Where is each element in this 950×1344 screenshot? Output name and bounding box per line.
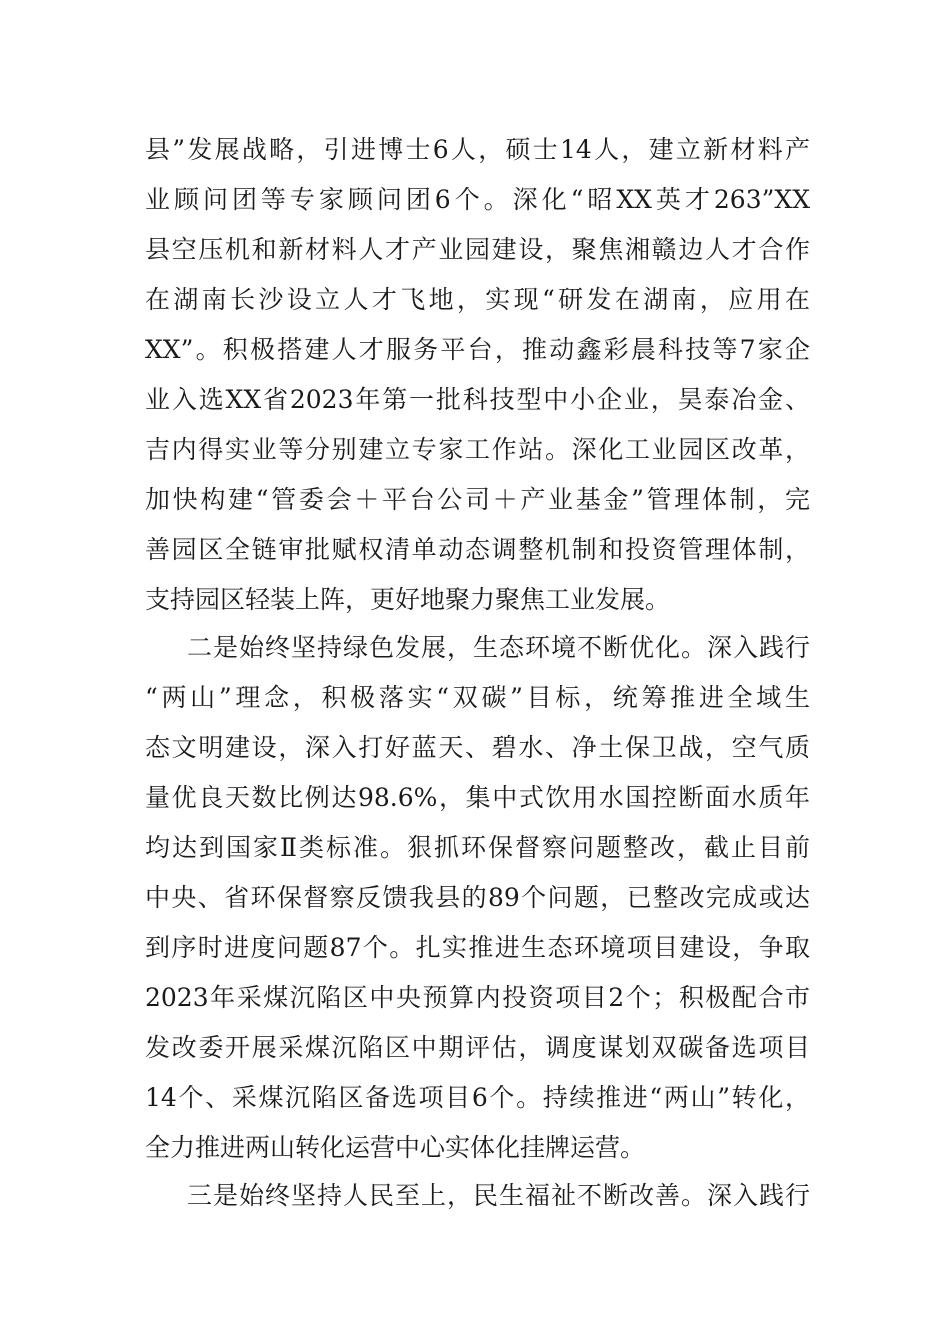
paragraph-first-line: 二是始终坚持绿色发展，生态环境不断优化。深入践行 (187, 633, 810, 662)
text-line: 14个、采煤沉陷区备选项目6个。持续推进“两山”转化， (145, 1083, 810, 1112)
text-line: 县”发展战略，引进博士6人，硕士14人，建立新材料产 (145, 135, 810, 164)
text-line: 县空压机和新材料人才产业园建设，聚焦湘赣边人才合作 (145, 235, 810, 264)
text-line: 支持园区轻装上阵，更好地聚力聚焦工业发展。 (145, 585, 671, 614)
text-line: 加快构建“管委会＋平台公司＋产业基金”管理体制，完 (145, 485, 810, 514)
text-line: 在湖南长沙设立人才飞地，实现“研发在湖南，应用在 (145, 285, 810, 314)
text-line: 发改委开展采煤沉陷区中期评估，调度谋划双碳备选项目 (145, 1033, 810, 1062)
text-line: 善园区全链审批赋权清单动态调整机制和投资管理体制， (145, 535, 810, 564)
text-line: 中央、省环保督察反馈我县的89个问题，已整改完成或达 (145, 883, 810, 912)
text-line: “两山”理念，积极落实“双碳”目标，统筹推进全域生 (145, 683, 810, 712)
text-line: 量优良天数比例达98.6%，集中式饮用水国控断面水质年 (145, 783, 810, 812)
text-line: 业入选XX省2023年第一批科技型中小企业，昊泰冶金、 (145, 385, 810, 414)
text-line: 吉内得实业等分别建立专家工作站。深化工业园区改革， (145, 435, 810, 464)
text-line: 态文明建设，深入打好蓝天、碧水、净土保卫战，空气质 (145, 733, 810, 762)
text-line: 到序时进度问题87个。扎实推进生态环境项目建设，争取 (145, 933, 810, 962)
text-line: 2023年采煤沉陷区中央预算内投资项目2个；积极配合市 (145, 983, 810, 1012)
text-line: 全力推进两山转化运营中心实体化挂牌运营。 (145, 1133, 646, 1162)
text-line: 业顾问团等专家顾问团6个。深化“昭XX英才263”XX (145, 185, 810, 214)
text-line: XX”。积极搭建人才服务平台，推动鑫彩晨科技等7家企 (145, 335, 810, 364)
text-line: 均达到国家Ⅱ类标准。狠抓环保督察问题整改，截止目前 (145, 833, 810, 862)
paragraph-first-line: 三是始终坚持人民至上，民生福祉不断改善。深入践行 (187, 1181, 810, 1210)
